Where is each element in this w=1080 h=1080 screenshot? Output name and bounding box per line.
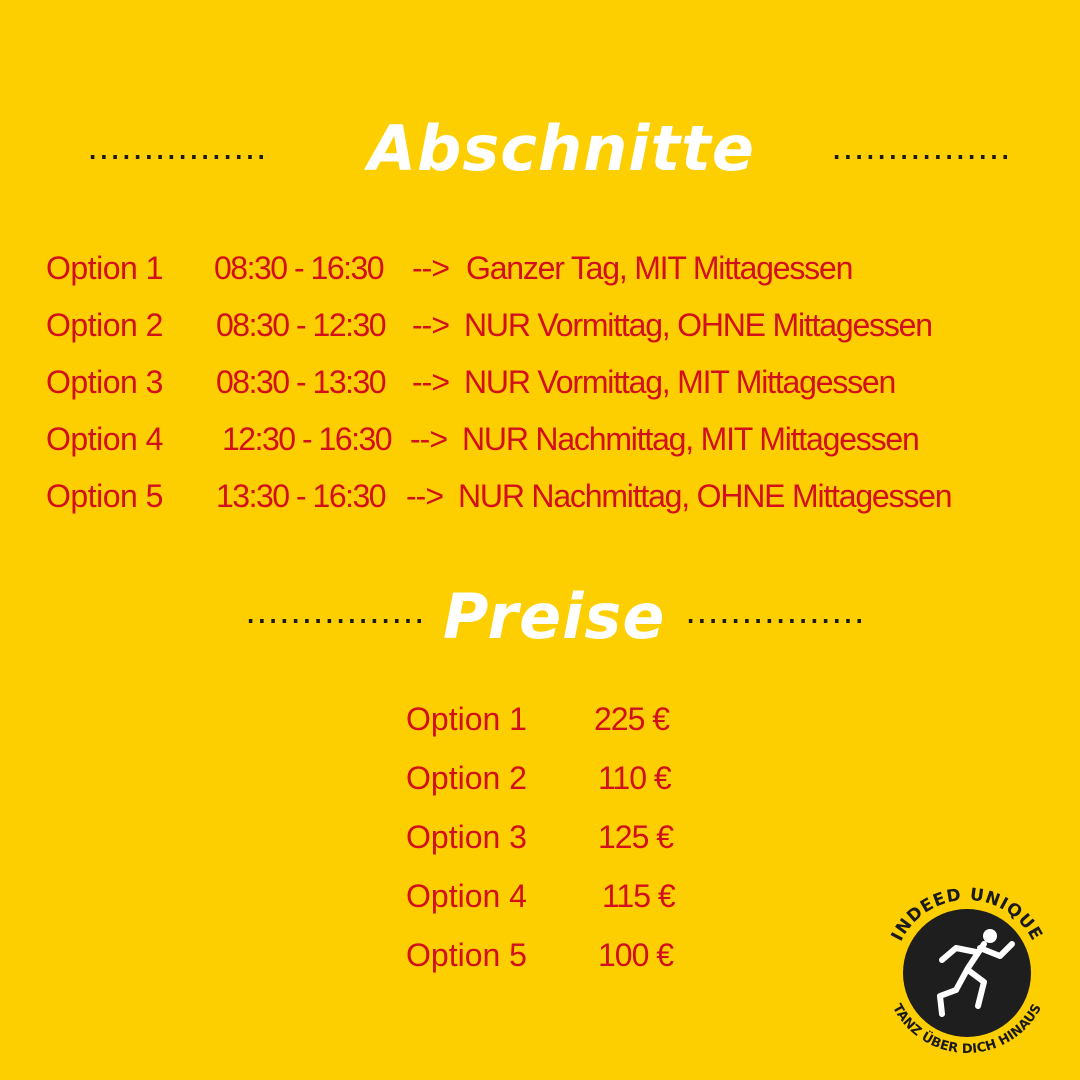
schedule-title: Abschnitte [368,112,755,185]
schedule-arrow: --> [412,307,449,343]
price-option: Option 5 [406,937,527,973]
schedule-description: NUR Nachmittag, OHNE Mittagessen [458,478,952,514]
logo-top-text: INDEED UNIQUE [887,884,1047,945]
schedule-arrow: --> [412,364,449,400]
prices-title: Preise [443,580,666,653]
schedule-time: 08:30 - 12:30 [216,307,386,343]
price-value: 110 € [598,760,671,796]
schedule-time: 08:30 - 16:30 [214,250,384,286]
divider-dots-right: ................ [684,604,864,629]
logo-bottom-text: TANZ ÜBER DICH HINAUS [889,1001,1045,1057]
divider-dots-left: ................ [86,140,266,165]
divider-dots-right: ................ [830,140,1010,165]
schedule-time: 08:30 - 13:30 [216,364,386,400]
schedule-arrow: --> [406,478,443,514]
price-option: Option 4 [406,878,527,914]
price-option: Option 2 [406,760,527,796]
schedule-option: Option 5 [46,478,163,514]
schedule-description: NUR Vormittag, MIT Mittagessen [464,364,896,400]
price-option: Option 1 [406,701,527,737]
price-value: 125 € [598,819,674,855]
price-value: 100 € [598,937,674,973]
price-value: 115 € [602,878,675,914]
brand-logo [872,878,1062,1068]
schedule-option: Option 2 [46,307,163,343]
schedule-arrow: --> [410,421,447,457]
price-option: Option 3 [406,819,527,855]
schedule-option: Option 3 [46,364,163,400]
schedule-time: 12:30 - 16:30 [222,421,392,457]
schedule-arrow: --> [412,250,449,286]
price-value: 225 € [594,701,670,737]
schedule-option: Option 4 [46,421,163,457]
schedule-description: NUR Vormittag, OHNE Mittagessen [464,307,932,343]
schedule-description: NUR Nachmittag, MIT Mittagessen [462,421,919,457]
divider-dots-left: ................ [244,604,424,629]
schedule-option: Option 1 [46,250,163,286]
schedule-time: 13:30 - 16:30 [216,478,386,514]
schedule-description: Ganzer Tag, MIT Mittagessen [466,250,853,286]
